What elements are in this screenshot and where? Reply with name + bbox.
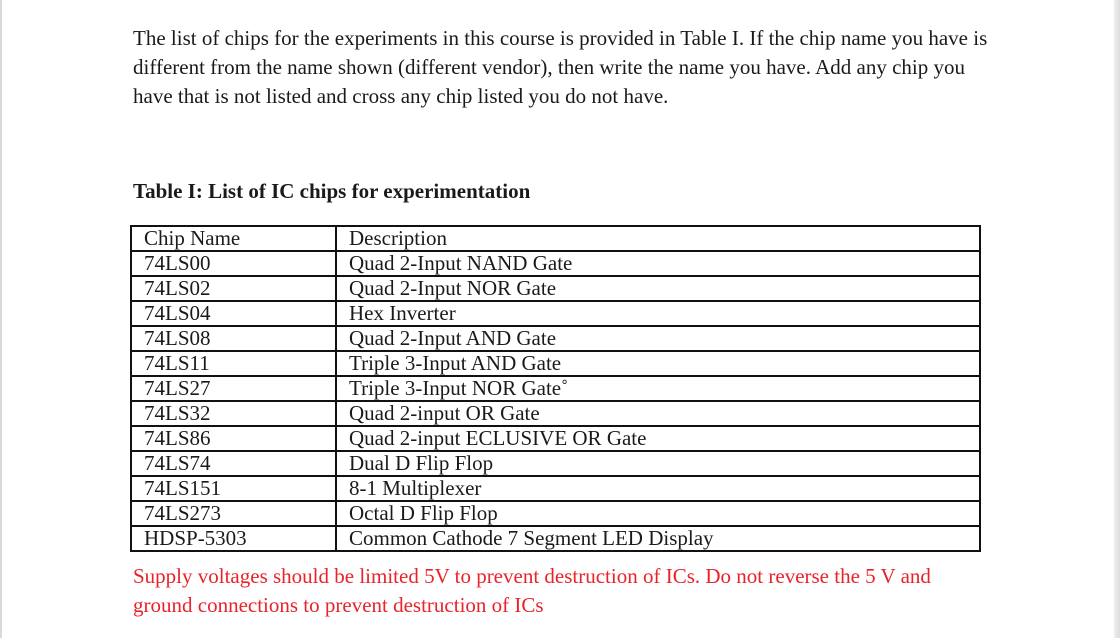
chip-description-cell: 8-1 Multiplexer [336, 476, 980, 501]
table-row [131, 276, 980, 301]
chip-name-cell: 74LS32 [131, 401, 336, 426]
chip-name-cell: 74LS74 [131, 451, 336, 476]
chip-name-cell: 74LS11 [131, 351, 336, 376]
table-row [131, 301, 980, 326]
table-row [131, 476, 980, 501]
chip-name-cell: 74LS27 [131, 376, 336, 401]
table-header-row [131, 226, 980, 251]
table-row [131, 351, 980, 376]
table-row [131, 426, 980, 451]
chip-name-cell: 74LS04 [131, 301, 336, 326]
header-description: Description [336, 226, 980, 251]
chip-description-cell: Quad 2-Input NAND Gate [336, 251, 980, 276]
chip-description-cell: Triple 3-Input AND Gate [336, 351, 980, 376]
chip-description-cell: Quad 2-input OR Gate [336, 401, 980, 426]
chip-name-cell: 74LS00 [131, 251, 336, 276]
page-left-edge [0, 0, 2, 638]
chip-description-cell: Quad 2-Input NOR Gate [336, 276, 980, 301]
chip-name-cell: 74LS86 [131, 426, 336, 451]
intro-paragraph: The list of chips for the experiments in this course is provided in Table I. If the chip name you have is different from the name shown (different vendor), then write the name you have. Add any chip you have that is not listed and cross any chip listed you do not have. [133, 26, 988, 108]
chip-description-cell: Hex Inverter [336, 301, 980, 326]
chip-name-cell: 74LS151 [131, 476, 336, 501]
chip-name-cell: HDSP-5303 [131, 526, 336, 551]
table-row [131, 326, 980, 351]
chip-description-cell: Dual D Flip Flop [336, 451, 980, 476]
table-row [131, 451, 980, 476]
table-row [131, 401, 980, 426]
table-row [131, 501, 980, 526]
chip-description-cell: Quad 2-input ECLUSIVE OR Gate [336, 426, 980, 451]
table-row [131, 526, 980, 551]
chip-table [130, 225, 981, 552]
chip-description-cell: Quad 2-Input AND Gate [336, 326, 980, 351]
chip-name-cell: 74LS08 [131, 326, 336, 351]
table-row [131, 376, 980, 401]
table-row [131, 251, 980, 276]
chip-description-cell: Triple 3-Input NOR Gate˚ [336, 376, 980, 401]
chip-description-cell: Octal D Flip Flop [336, 501, 980, 526]
table-caption: Table I: List of IC chips for experimentation [133, 179, 531, 203]
header-chip-name: Chip Name [131, 226, 336, 251]
chip-description-cell: Common Cathode 7 Segment LED Display [336, 526, 980, 551]
supply-voltage-warning: Supply voltages should be limited 5V to prevent destruction of ICs. Do not reverse the 5 V and ground connections to prevent destruction of ICs [133, 564, 931, 617]
chip-name-cell: 74LS02 [131, 276, 336, 301]
page-right-edge [1114, 0, 1120, 638]
chip-name-cell: 74LS273 [131, 501, 336, 526]
